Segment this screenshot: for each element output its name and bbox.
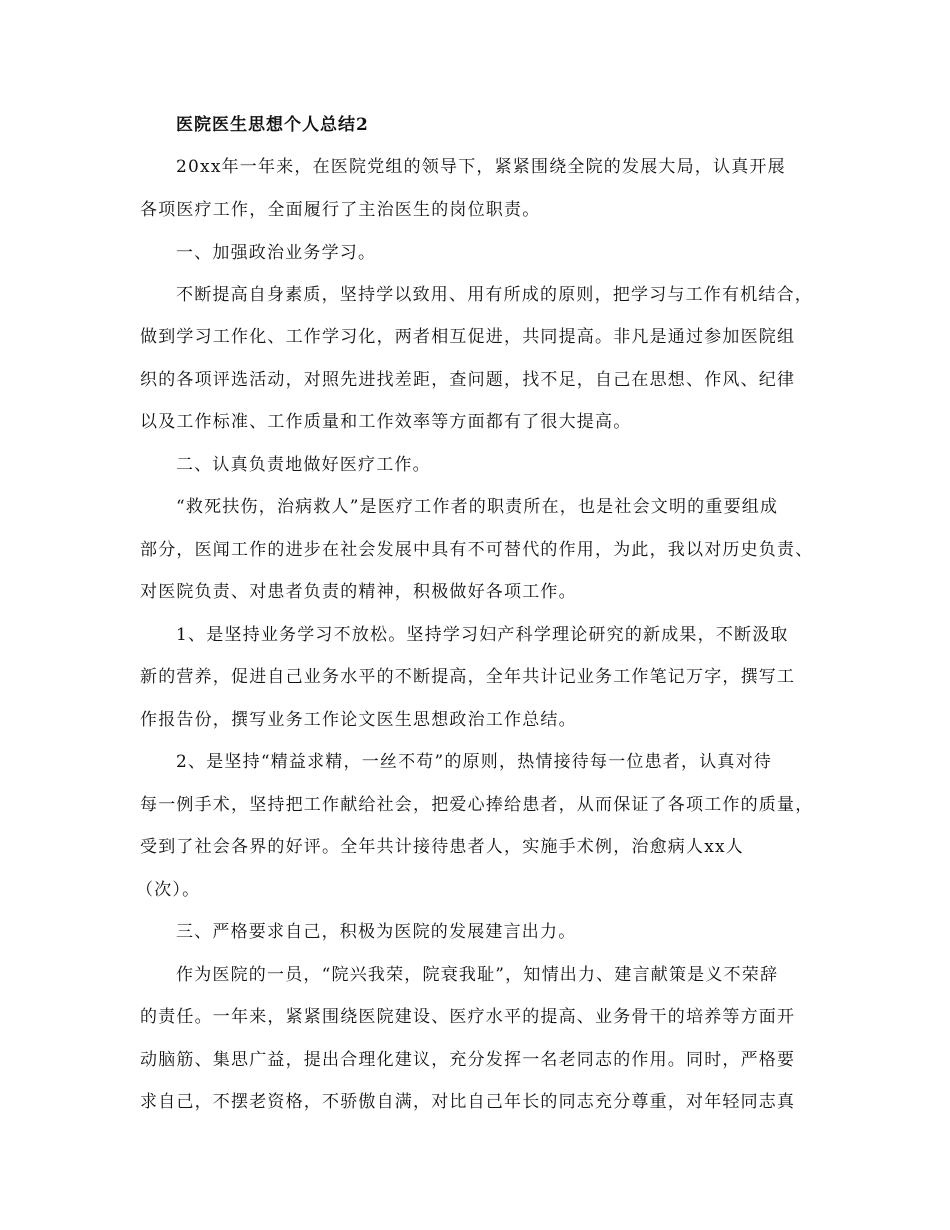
paragraph-line: 作报告份，撰写业务工作论文医生思想政治工作总结。	[140, 710, 577, 730]
section-heading: 二、认真负责地做好医疗工作。	[176, 455, 431, 475]
paragraph-line: 以及工作标准、工作质量和工作效率等方面都有了很大提高。	[140, 412, 632, 432]
paragraph-line: 每一例手术，坚持把工作献给社会，把爱心捧给患者，从而保证了各项工作的质量，	[140, 795, 814, 815]
paragraph-line: 2、是坚持“精益求精，一丝不苟”的原则，热情接待每一位患者，认真对待	[176, 752, 772, 772]
paragraph-line: 1、是坚持业务学习不放松。坚持学习妇产科学理论研究的新成果，不断汲取	[176, 625, 789, 645]
paragraph-line: 受到了社会各界的好评。全年共计接待患者人，实施手术例，治愈病人xx人	[140, 837, 744, 857]
paragraph-line: 新的营养，促进自己业务水平的不断提高，全年共计记业务工作笔记万字，撰写工	[140, 667, 796, 687]
document-title: 医院医生思想个人总结2	[176, 115, 369, 135]
paragraph-line: 的责任。一年来，紧紧围绕医院建设、医疗水平的提高、业务骨干的培养等方面开	[140, 1007, 796, 1027]
paragraph-line: 动脑筋、集思广益，提出合理化建议，充分发挥一名老同志的作用。同时，严格要	[140, 1050, 796, 1070]
paragraph-line: 不断提高自身素质，坚持学以致用、用有所成的原则，把学习与工作有机结合，	[176, 285, 813, 305]
paragraph-line: 织的各项评选活动，对照先进找差距，查问题，找不足，自己在思想、作风、纪律	[140, 370, 796, 390]
paragraph-line: （次）。	[136, 880, 201, 900]
paragraph-line: 做到学习工作化、工作学习化，两者相互促进，共同提高。非凡是通过参加医院组	[140, 327, 796, 347]
section-heading: 三、严格要求自己，积极为医院的发展建言出力。	[176, 922, 577, 942]
paragraph-line: 部分，医闻工作的进步在社会发展中具有不可替代的作用，为此，我以对历史负责、	[140, 540, 814, 560]
paragraph-line: 作为医院的一员，“院兴我荣，院衰我耻”，知情出力、建言献策是义不荣辞	[176, 965, 779, 985]
section-heading: 一、加强政治业务学习。	[176, 243, 377, 263]
paragraph-line: 各项医疗工作，全面履行了主治医生的岗位职责。	[140, 200, 541, 220]
paragraph-line: 求自己，不摆老资格，不骄傲自满，对比自己年长的同志充分尊重，对年轻同志真	[140, 1092, 796, 1112]
paragraph-line: 对医院负责、对患者负责的精神，积极做好各项工作。	[140, 582, 577, 602]
paragraph-line: 20xx年一年来，在医院党组的领导下，紧紧围绕全院的发展大局，认真开展	[176, 157, 786, 177]
paragraph-line: “救死扶伤，治病救人”是医疗工作者的职责所在，也是社会文明的重要组成	[176, 497, 779, 517]
